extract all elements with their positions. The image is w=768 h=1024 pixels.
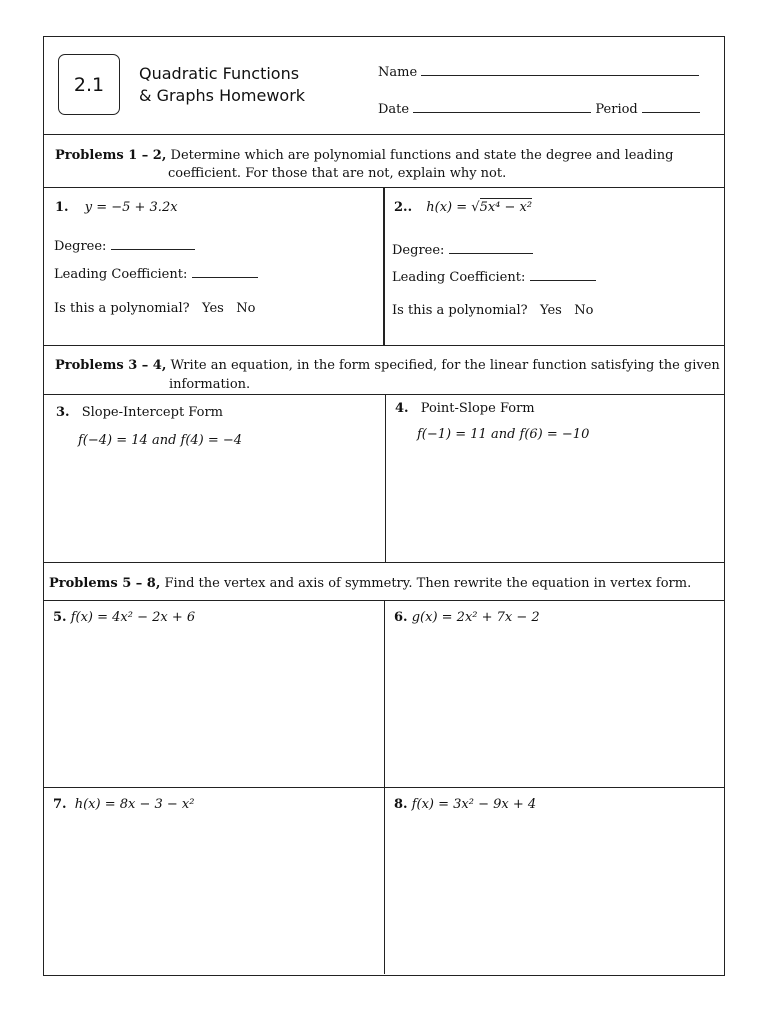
leading-coefficient-blank[interactable] bbox=[530, 268, 596, 281]
problem-1-degree[interactable] bbox=[54, 237, 195, 254]
divider bbox=[44, 134, 724, 135]
period-label: Period bbox=[595, 102, 638, 117]
date-label: Date bbox=[378, 102, 410, 117]
degree-blank[interactable] bbox=[111, 237, 195, 250]
divider bbox=[44, 562, 724, 563]
section-1-line-2: coefficient. For those that are not, explain why not. bbox=[168, 166, 507, 181]
problem-1-expression: y = −5 + 3.2x bbox=[84, 200, 178, 215]
problem-3-number: 3. bbox=[56, 405, 70, 420]
problem-3-conditions: f(−4) = 14 and f(4) = −4 bbox=[78, 433, 243, 448]
problem-6-expression: g(x) = 2x² + 7x − 2 bbox=[411, 610, 540, 625]
problem-2-lhs: h(x) = bbox=[426, 200, 472, 215]
divider bbox=[44, 394, 724, 395]
problem-8-expression: f(x) = 3x² − 9x + 4 bbox=[411, 797, 537, 812]
column-divider bbox=[383, 187, 385, 345]
problem-2-polynomial-question[interactable]: Is this a polynomial? Yes No bbox=[392, 303, 594, 318]
leading-coefficient-label: Leading Coefficient: bbox=[392, 270, 526, 285]
section-2-line-1: Write an equation, in the form specified, for the linear function satisfying the given bbox=[170, 358, 720, 373]
section-1-label: Problems 1 – 2, bbox=[55, 148, 167, 163]
name-field[interactable] bbox=[378, 63, 699, 80]
leading-coefficient-blank[interactable] bbox=[192, 265, 258, 278]
problem-5-number: 5. bbox=[53, 610, 67, 625]
lesson-number-badge: 2.1 bbox=[58, 54, 120, 115]
problem-1-number: 1. bbox=[55, 200, 69, 215]
problem-4-number: 4. bbox=[395, 401, 409, 416]
problem-4-heading bbox=[395, 401, 535, 416]
problem-1-polynomial-question[interactable]: Is this a polynomial? Yes No bbox=[54, 301, 256, 316]
problem-6-equation bbox=[394, 610, 540, 625]
problem-8-equation bbox=[394, 797, 536, 812]
section-1-instructions bbox=[55, 146, 673, 165]
section-2-line-2: information. bbox=[169, 377, 251, 392]
date-blank[interactable] bbox=[413, 100, 591, 113]
period-blank[interactable] bbox=[642, 100, 700, 113]
divider bbox=[44, 787, 724, 788]
section-3-instructions bbox=[49, 574, 691, 593]
problem-8-number: 8. bbox=[394, 797, 408, 812]
problem-2-equation bbox=[394, 200, 532, 215]
problem-5-expression: f(x) = 4x² − 2x + 6 bbox=[70, 610, 196, 625]
problem-6-number: 6. bbox=[394, 610, 408, 625]
section-2-label: Problems 3 – 4, bbox=[55, 358, 167, 373]
problem-4-form: Point-Slope Form bbox=[420, 401, 535, 416]
section-3-line-1: Find the vertex and axis of symmetry. Then rewrite the equation in vertex form. bbox=[164, 576, 692, 591]
problem-1-leading-coefficient[interactable] bbox=[54, 265, 258, 282]
leading-coefficient-label: Leading Coefficient: bbox=[54, 267, 188, 282]
sqrt-symbol: √ bbox=[471, 200, 480, 215]
degree-blank[interactable] bbox=[449, 241, 533, 254]
worksheet-title-line-1: Quadratic Functions bbox=[139, 64, 300, 83]
problem-4-conditions: f(−1) = 11 and f(6) = −10 bbox=[417, 427, 590, 442]
date-field[interactable] bbox=[378, 100, 700, 117]
problem-3-heading bbox=[56, 405, 223, 420]
section-2-instructions bbox=[55, 356, 720, 375]
problem-2-radicand: 5x⁴ − x² bbox=[479, 200, 533, 215]
column-divider bbox=[385, 394, 386, 562]
problem-2-number: 2.. bbox=[394, 200, 413, 215]
section-1-line-1: Determine which are polynomial functions and state the degree and leading bbox=[170, 148, 674, 163]
problem-7-number: 7. bbox=[53, 797, 67, 812]
name-blank[interactable] bbox=[421, 63, 699, 76]
degree-label: Degree: bbox=[392, 243, 445, 258]
problem-1-equation bbox=[55, 200, 178, 215]
divider bbox=[44, 345, 724, 346]
name-label: Name bbox=[378, 65, 418, 80]
worksheet bbox=[43, 36, 725, 976]
section-3-label: Problems 5 – 8, bbox=[49, 576, 161, 591]
problem-7-equation bbox=[53, 797, 194, 812]
degree-label: Degree: bbox=[54, 239, 107, 254]
problem-7-expression: h(x) = 8x − 3 − x² bbox=[74, 797, 195, 812]
problem-2-leading-coefficient[interactable] bbox=[392, 268, 596, 285]
problem-3-form: Slope-Intercept Form bbox=[81, 405, 223, 420]
problem-2-degree[interactable] bbox=[392, 241, 533, 258]
problem-5-equation bbox=[53, 610, 195, 625]
worksheet-title-line-2: & Graphs Homework bbox=[139, 86, 306, 105]
